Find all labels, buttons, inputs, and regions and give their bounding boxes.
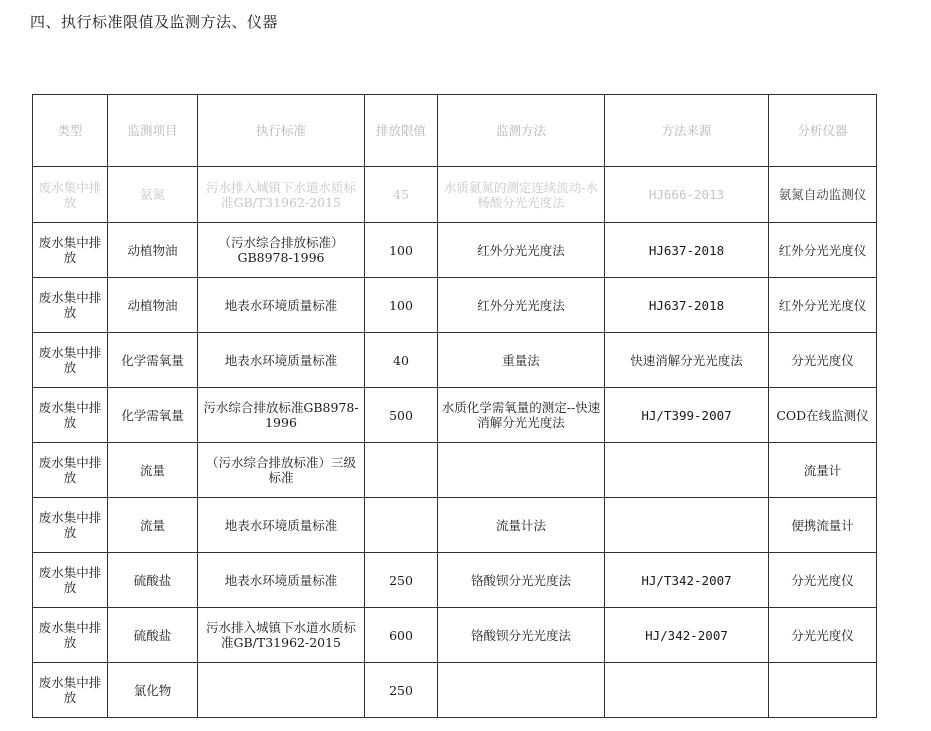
- cell-method: [438, 443, 605, 498]
- cell-standard: （污水综合排放标准）GB8978-1996: [198, 223, 365, 278]
- cell-instrument: 氨氮自动监测仪: [769, 167, 877, 223]
- cell-instrument: 流量计: [769, 443, 877, 498]
- header-type: 类型: [33, 95, 108, 167]
- table-row: [33, 333, 877, 388]
- table-row: [33, 388, 877, 443]
- cell-source: HJ637-2018: [605, 223, 769, 278]
- header-row: [33, 95, 877, 167]
- header-limit: 排放限值: [365, 95, 438, 167]
- cell-limit: 500: [365, 388, 438, 443]
- cell-type: 废水集中排放: [33, 167, 108, 223]
- cell-method: 红外分光光度法: [438, 223, 605, 278]
- cell-type: 废水集中排放: [33, 498, 108, 553]
- cell-method: 铬酸钡分光光度法: [438, 608, 605, 663]
- table-row: [33, 663, 877, 718]
- cell-limit: 100: [365, 223, 438, 278]
- cell-source: HJ/342-2007: [605, 608, 769, 663]
- cell-instrument: 分光光度仪: [769, 333, 877, 388]
- cell-method: 红外分光光度法: [438, 278, 605, 333]
- cell-standard: 污水排入城镇下水道水质标准GB/T31962-2015: [198, 608, 365, 663]
- cell-instrument: 便携流量计: [769, 498, 877, 553]
- cell-item: 氯化物: [108, 663, 198, 718]
- cell-item: 流量: [108, 443, 198, 498]
- cell-item: 流量: [108, 498, 198, 553]
- cell-standard: （污水综合排放标准）三级标准: [198, 443, 365, 498]
- cell-standard: [198, 663, 365, 718]
- cell-instrument: 红外分光光度仪: [769, 278, 877, 333]
- cell-source: [605, 443, 769, 498]
- table-row: [33, 278, 877, 333]
- cell-standard: 污水排入城镇下水道水质标准GB/T31962-2015: [198, 167, 365, 223]
- cell-item: 化学需氧量: [108, 388, 198, 443]
- cell-method: 水质氨氮的测定连续流动-水杨酸分光光度法: [438, 167, 605, 223]
- cell-type: 废水集中排放: [33, 388, 108, 443]
- cell-type: 废水集中排放: [33, 333, 108, 388]
- header-item: 监测项目: [108, 95, 198, 167]
- cell-limit: 250: [365, 553, 438, 608]
- cell-standard: 污水综合排放标准GB8978-1996: [198, 388, 365, 443]
- cell-item: 化学需氧量: [108, 333, 198, 388]
- cell-type: 废水集中排放: [33, 608, 108, 663]
- cell-method: [438, 663, 605, 718]
- cell-source: [605, 663, 769, 718]
- cell-type: 废水集中排放: [33, 223, 108, 278]
- table-row: [33, 608, 877, 663]
- cell-method: 流量计法: [438, 498, 605, 553]
- table-row: [33, 223, 877, 278]
- cell-instrument: 分光光度仪: [769, 608, 877, 663]
- cell-item: 硫酸盐: [108, 553, 198, 608]
- standards-table: [32, 94, 877, 718]
- cell-type: 废水集中排放: [33, 278, 108, 333]
- cell-source: HJ/T342-2007: [605, 553, 769, 608]
- cell-standard: 地表水环境质量标准: [198, 498, 365, 553]
- cell-method: 铬酸钡分光光度法: [438, 553, 605, 608]
- header-method: 监测方法: [438, 95, 605, 167]
- cell-limit: [365, 443, 438, 498]
- cell-item: 动植物油: [108, 278, 198, 333]
- cell-type: 废水集中排放: [33, 553, 108, 608]
- cell-type: 废水集中排放: [33, 663, 108, 718]
- cell-instrument: COD在线监测仪: [769, 388, 877, 443]
- cell-type: 废水集中排放: [33, 443, 108, 498]
- cell-source: [605, 498, 769, 553]
- cell-limit: 45: [365, 167, 438, 223]
- cell-source: HJ637-2018: [605, 278, 769, 333]
- cell-item: 动植物油: [108, 223, 198, 278]
- table-row: [33, 443, 877, 498]
- cell-source: HJ666-2013: [605, 167, 769, 223]
- header-standard: 执行标准: [198, 95, 365, 167]
- table-row: [33, 498, 877, 553]
- header-source: 方法来源: [605, 95, 769, 167]
- cell-instrument: 红外分光光度仪: [769, 223, 877, 278]
- cell-method: 重量法: [438, 333, 605, 388]
- cell-item: 氨氮: [108, 167, 198, 223]
- cell-item: 硫酸盐: [108, 608, 198, 663]
- page-title: 四、执行标准限值及监测方法、仪器: [30, 13, 279, 31]
- cell-source: 快速消解分光光度法: [605, 333, 769, 388]
- header-instrument: 分析仪器: [769, 95, 877, 167]
- table-row: [33, 167, 877, 223]
- cell-limit: 40: [365, 333, 438, 388]
- cell-method: 水质化学需氧量的测定--快速消解分光光度法: [438, 388, 605, 443]
- cell-standard: 地表水环境质量标准: [198, 278, 365, 333]
- cell-source: HJ/T399-2007: [605, 388, 769, 443]
- table-row: [33, 553, 877, 608]
- cell-limit: 100: [365, 278, 438, 333]
- cell-standard: 地表水环境质量标准: [198, 333, 365, 388]
- cell-limit: 250: [365, 663, 438, 718]
- cell-instrument: 分光光度仪: [769, 553, 877, 608]
- cell-standard: 地表水环境质量标准: [198, 553, 365, 608]
- cell-instrument: [769, 663, 877, 718]
- cell-limit: 600: [365, 608, 438, 663]
- cell-limit: [365, 498, 438, 553]
